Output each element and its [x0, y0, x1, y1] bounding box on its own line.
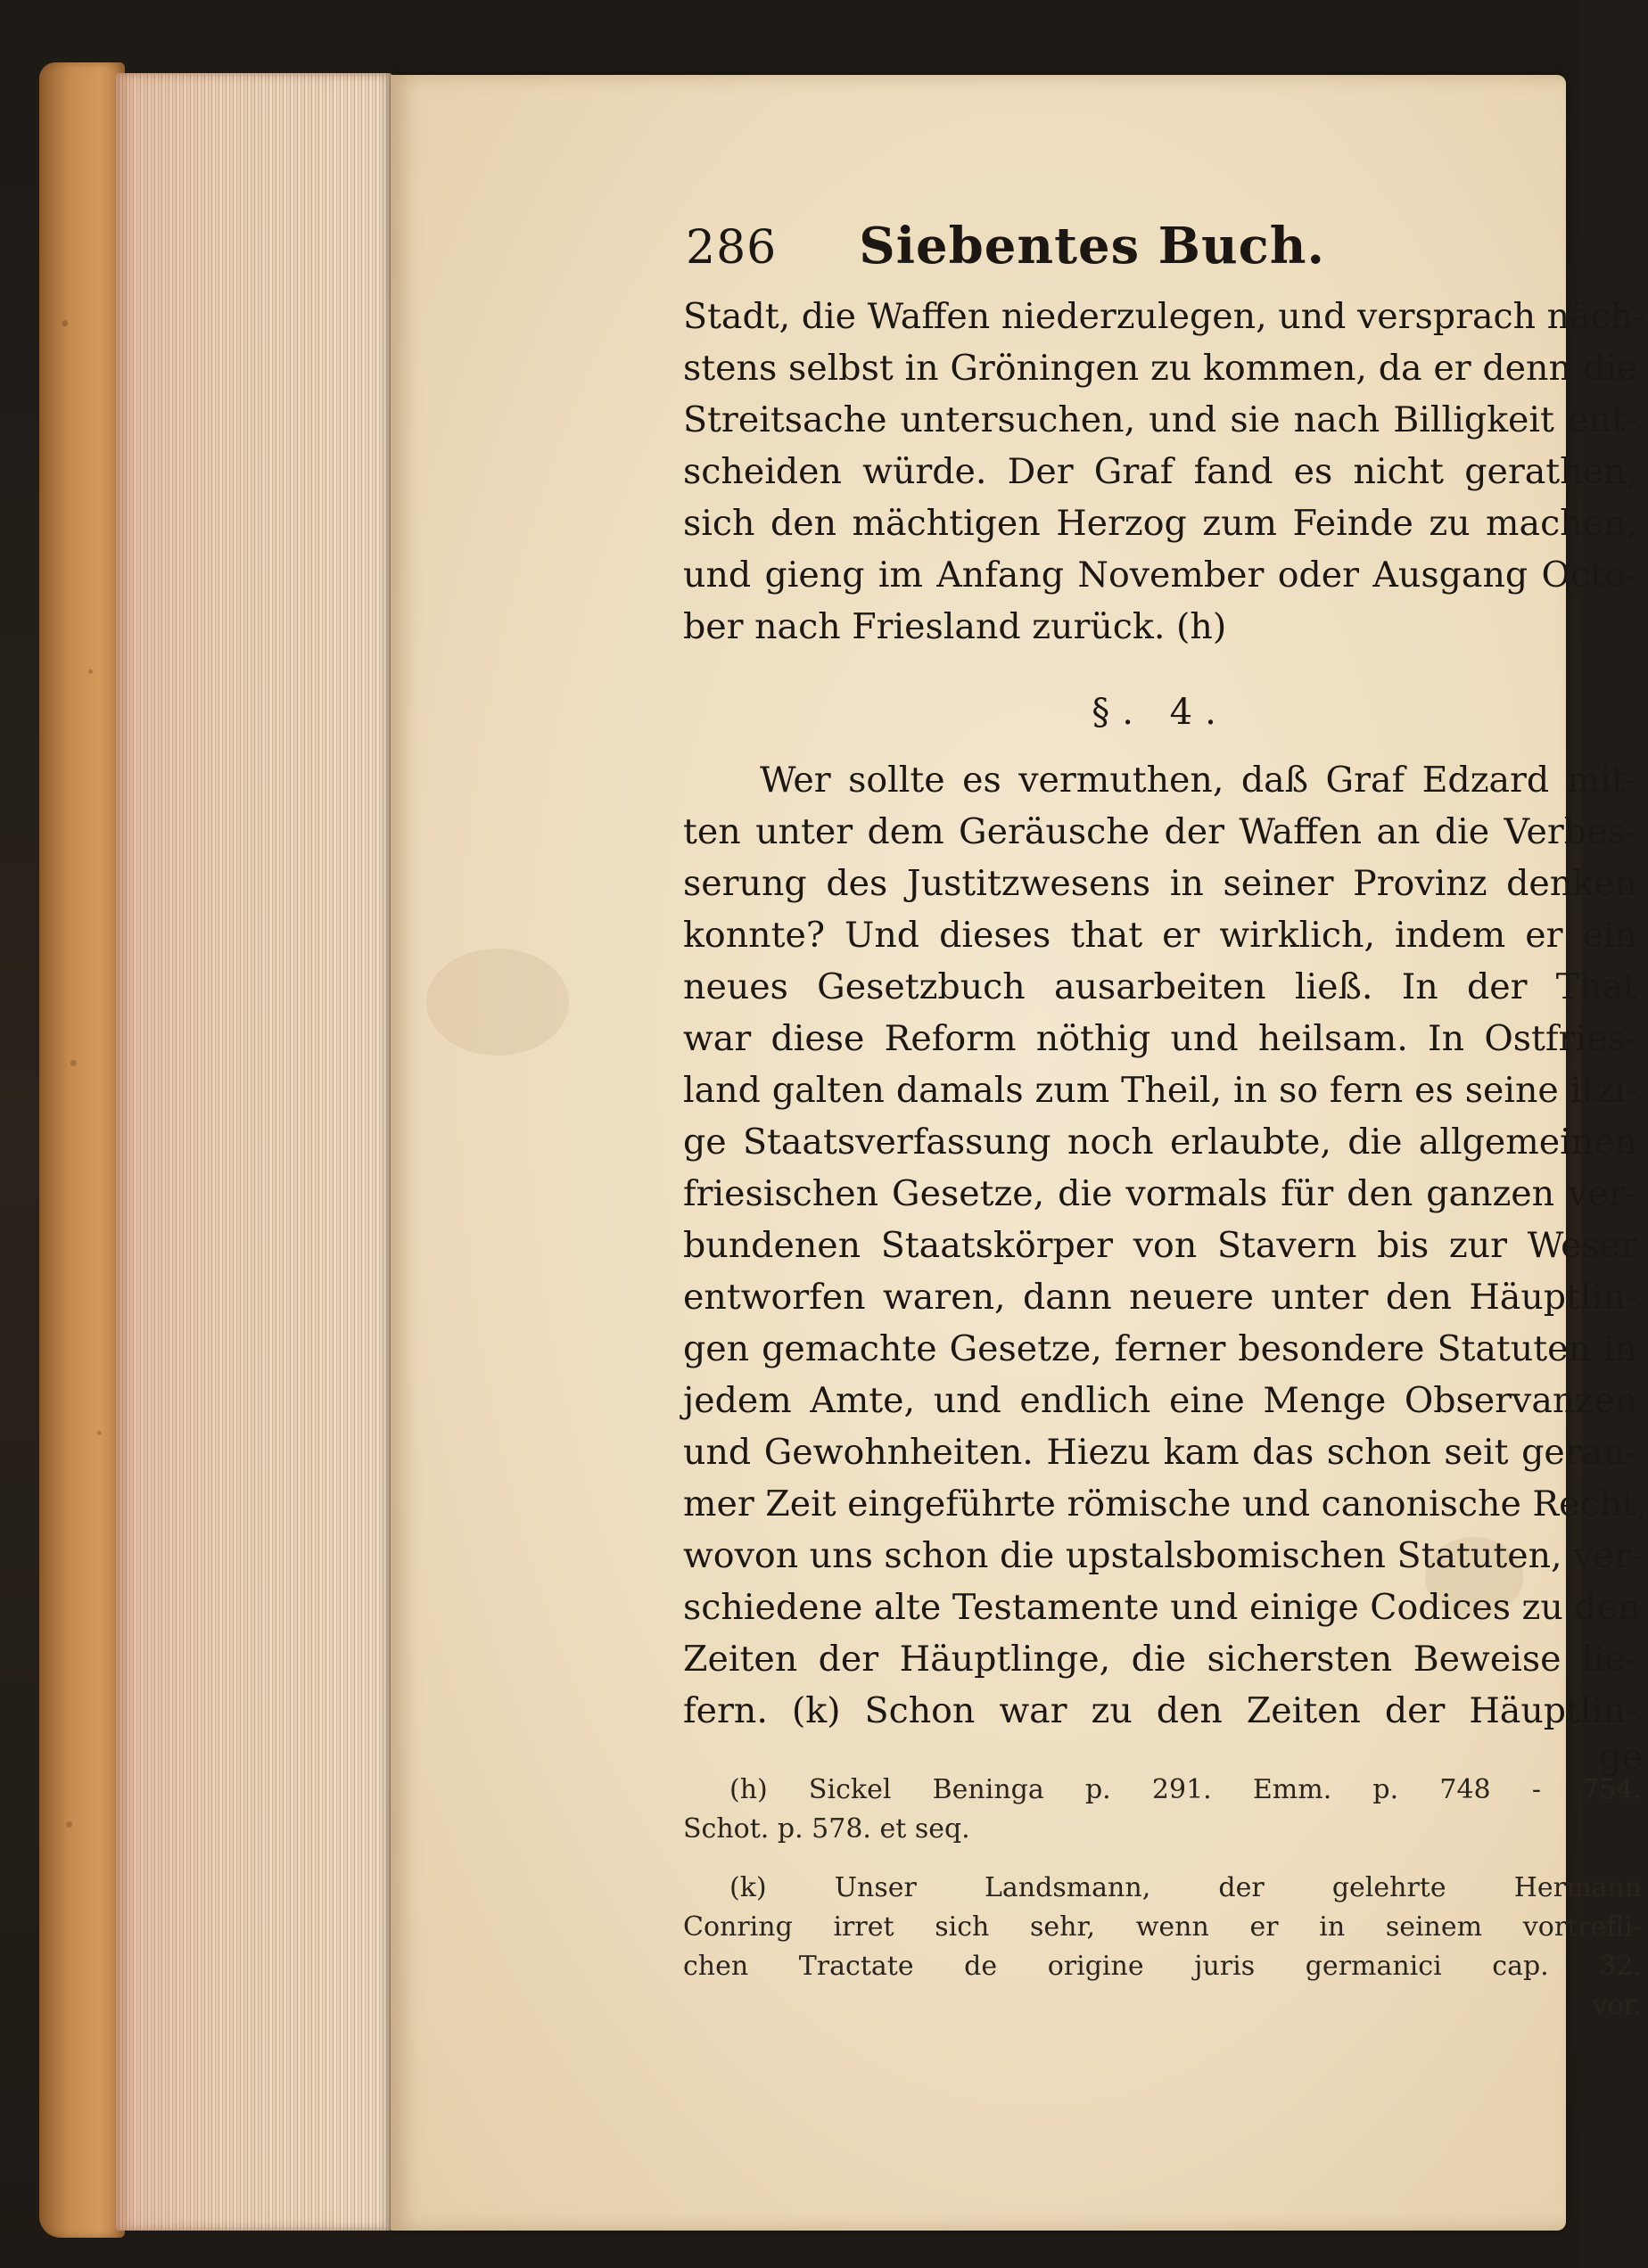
page-number: 286	[686, 221, 778, 275]
section-heading: §. 4.	[1092, 692, 1229, 733]
page-stain	[426, 949, 569, 1056]
footnote-catchword: vor.	[1592, 1990, 1642, 2021]
text-line: Wer sollte es vermuthen, daß Graf Edzard mit-	[760, 760, 1637, 801]
text-line: friesischen Gesetze, die vormals für den ganzen ver-	[683, 1173, 1637, 1214]
text-line: serung des Justitzwesens in seiner Provinz denken	[683, 863, 1637, 904]
text-line: land galten damals zum Theil, in so fern es seine itzi-	[683, 1070, 1637, 1111]
cover-stains	[39, 62, 125, 2238]
text-line: ge Staatsverfassung noch erlaubte, die allgemeinen	[683, 1122, 1637, 1163]
text-line: und gieng im Anfang November oder Ausgang Octo-	[683, 555, 1637, 596]
text-line: stens selbst in Gröningen zu kommen, da er denn die	[683, 348, 1637, 389]
catchword: ge	[1599, 1737, 1643, 1778]
text-line: sich den mächtigen Herzog zum Feinde zu machen,	[683, 503, 1637, 544]
footnote-line: (k) Unser Landsmann, der gelehrte Hermann	[729, 1872, 1642, 1903]
text-line: entworfen waren, dann neuere unter den Häuptlin-	[683, 1277, 1637, 1318]
text-line: gen gemachte Gesetze, ferner besondere Statuten in	[683, 1328, 1637, 1369]
footnote-line: (h) Sickel Beninga p. 291. Emm. p. 748 - 754.	[729, 1774, 1642, 1805]
page-edges-stack	[116, 73, 392, 2231]
footnotes	[683, 1771, 1642, 2026]
text-line: und Gewohnheiten. Hiezu kam das schon seit gerau-	[683, 1432, 1637, 1473]
running-head: Siebentes Buch.	[859, 217, 1325, 275]
footnote-line: chen Tractate de origine juris germanici cap. 32.	[683, 1951, 1642, 1982]
text-line: Stadt, die Waffen niederzulegen, und versprach näch-	[683, 296, 1645, 337]
text-line: Zeiten der Häuptlinge, die sichersten Beweise lie-	[683, 1639, 1637, 1680]
text-line: mer Zeit eingeführte römische und canonische Recht,	[683, 1483, 1648, 1524]
text-line: jedem Amte, und endlich eine Menge Observanzen	[683, 1380, 1637, 1421]
text-line: scheiden würde. Der Graf fand es nicht gerathen,	[683, 451, 1637, 492]
main-text	[683, 291, 1648, 1788]
text-line: schiedene alte Testamente und einige Codices zu den	[683, 1587, 1641, 1628]
book-cover-edge	[39, 62, 125, 2238]
footnote-line: Conring irret sich sehr, wenn er in seinem vortrefli-	[683, 1911, 1642, 1943]
page-edges-tint	[116, 73, 392, 2231]
text-line: fern. (k) Schon war zu den Zeiten der Häuptlin-	[683, 1690, 1637, 1731]
footnote-line: Schot. p. 578. et seq.	[683, 1813, 970, 1845]
text-line: wovon uns schon die upstalsbomischen Statuten, ver-	[683, 1535, 1644, 1576]
text-line: ber nach Friesland zurück. (h)	[683, 606, 1227, 647]
text-line: neues Gesetzbuch ausarbeiten ließ. In der That	[683, 966, 1637, 1007]
text-line: konnte? Und dieses that er wirklich, indem er ein	[683, 915, 1637, 956]
text-line: bundenen Staatskörper von Stavern bis zur Weser	[683, 1225, 1637, 1266]
book-page	[391, 75, 1648, 2231]
text-line: Streitsache untersuchen, und sie nach Billigkeit ent-	[683, 399, 1637, 440]
text-line: war diese Reform nöthig und heilsam. In Ostfries-	[683, 1018, 1637, 1059]
text-line: ten unter dem Geräusche der Waffen an die Verbes-	[683, 811, 1637, 852]
page-header	[686, 217, 1613, 275]
